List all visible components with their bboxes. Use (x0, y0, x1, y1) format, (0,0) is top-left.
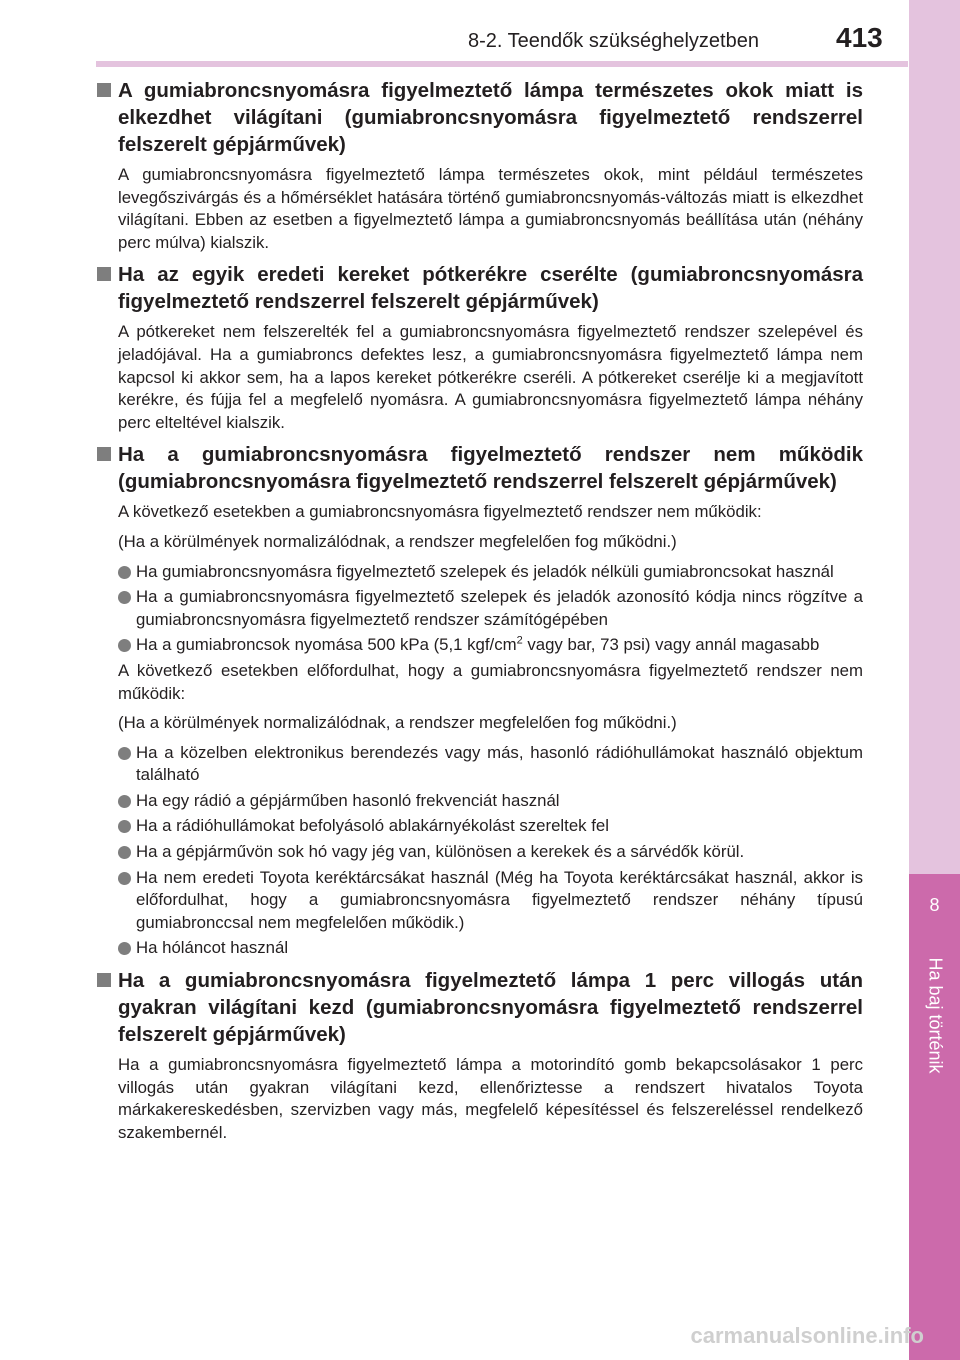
pressure-text-before: Ha a gumiabroncsok nyomása 500 kPa (5,1 kgf/cm (136, 635, 517, 655)
list-item (118, 790, 863, 813)
square-bullet-icon (97, 83, 111, 97)
list-item-text: Ha egy rádió a gépjárműben hasonló frekvenciát használ (136, 790, 560, 810)
section-paragraph: Ha a gumiabroncsnyomásra figyelmeztető lámpa a motorindító gomb bekapcsolásakor 1 perc villogás után gyakran világítani kezd, ellenőriztesse a rendszert hivatalos Toyota márkakereskedésben, szervizben vagy más, megfelelő képesítéssel és felszereléssel rendelkező szakembernél. (118, 1055, 863, 1142)
list-item-text: Ha a gépjárművön sok hó vagy jég van, különösen a kerekek és a sárvédők körül. (136, 842, 745, 862)
section-heading (96, 261, 863, 315)
list-item-text: Ha a gumiabroncsnyomásra figyelmeztető szelepek és jeladók azonosító kódja nincs rögzítve a gumiabroncsnyomásra figyelmeztető rendszer számítógépében (136, 587, 863, 629)
page-content (96, 77, 863, 1151)
round-bullet-icon (118, 795, 131, 808)
square-bullet-icon (97, 447, 111, 461)
round-bullet-icon (118, 846, 131, 859)
section-heading (96, 77, 863, 158)
list-item-text: Ha gumiabroncsnyomásra figyelmeztető szelepek és jeladók nélküli gumiabroncsokat használ (136, 561, 834, 581)
list-item-text: Ha hóláncot használ (136, 938, 289, 958)
round-bullet-icon (118, 820, 131, 833)
list-item (118, 586, 863, 631)
section-heading-text: Ha az egyik eredeti kereket pótkerékre cserélte (gumiabroncsnyomásra figyelmeztető rendszerrel felszerelt gépjárművek) (118, 263, 863, 314)
section-note: (Ha a körülmények normalizálódnak, a rendszer megfelelően fog működni.) (118, 713, 677, 733)
round-bullet-icon (118, 872, 131, 885)
page-number: 413 (836, 22, 883, 53)
list-item-text (136, 635, 819, 654)
list-item-text: Ha a közelben elektronikus berendezés vagy más, hasonló rádióhullámokat használó objektum található (136, 742, 863, 785)
section-intro: A következő esetekben előfordulhat, hogy a gumiabroncsnyomásra figyelmeztető rendszer nem működik: (118, 660, 863, 703)
section-paragraph: A gumiabroncsnyomásra figyelmeztető lámpa természetes okok, mint például természetes levegőszivárgás és a hőmérséklet hatására történő gumiabroncsnyomás-változás miatt is elkezdhet világítani. Ebben az esetben a figyelmeztető lámpa a gumiabroncsnyomás beállítása után (néhány perc múlva) kialszik. (118, 165, 863, 252)
chapter-number: 8 (929, 895, 940, 915)
list-item (118, 867, 863, 935)
list-item (118, 561, 863, 584)
list-item-text: Ha a rádióhullámokat befolyásoló ablakárnyékolást szereltek fel (136, 816, 609, 836)
section-paragraph: A pótkereket nem felszerelték fel a gumiabroncsnyomásra figyelmeztető rendszer szelepével és jeladójával. Ha a gumiabroncs defektes lesz, a gumiabroncsnyomásra figyelmeztető lámpa nem kapcsol ki akkor sem, ha a lapos kereket pótkerékre cseréli. A pótkereket cserélje ki a megjavított kerékre, és fújja fel a megfelelő nyomásra. A gumiabroncsnyomásra figyelmeztető lámpa néhány perc elteltével kialszik. (118, 322, 863, 432)
list-item (118, 841, 863, 864)
section-heading-text: A gumiabroncsnyomásra figyelmeztető lámpa természetes okok miatt is elkezdhet világítani (gumiabroncsnyomásra figyelmeztető rendszerrel felszerelt gépjárművek) (118, 79, 863, 156)
section-intro: A következő esetekben a gumiabroncsnyomásra figyelmeztető rendszer nem működik: (118, 502, 762, 522)
square-bullet-icon (97, 973, 111, 987)
section-note: (Ha a körülmények normalizálódnak, a rendszer megfelelően fog működni.) (118, 531, 677, 551)
section-header: 8-2. Teendők szükséghelyzetben (468, 30, 759, 52)
round-bullet-icon (118, 639, 131, 652)
chapter-tab (909, 874, 960, 1360)
round-bullet-icon (118, 942, 131, 955)
watermark: carmanualsonline.info (690, 1323, 924, 1348)
list-item (118, 937, 863, 960)
side-tab-background (909, 0, 960, 874)
round-bullet-icon (118, 591, 131, 604)
list-item (118, 815, 863, 838)
list-item (118, 634, 863, 657)
section-heading-text: Ha a gumiabroncsnyomásra figyelmeztető rendszer nem működik (gumiabroncsnyomásra figyelmeztető rendszerrel felszerelt gépjárművek) (118, 443, 863, 494)
pressure-text-after: vagy bar, 73 psi) vagy annál magasabb (522, 635, 820, 655)
header-rule (96, 61, 908, 67)
chapter-title: Ha baj történik (925, 957, 946, 1074)
section-heading (96, 441, 863, 495)
superscript: 2 (516, 634, 523, 647)
square-bullet-icon (97, 267, 111, 281)
round-bullet-icon (118, 747, 131, 760)
list-item (118, 742, 863, 787)
section-heading (96, 967, 863, 1048)
section-heading-text: Ha a gumiabroncsnyomásra figyelmeztető lámpa 1 perc villogás után gyakran világítani kezd (gumiabroncsnyomásra figyelmeztető rendszerrel felszerelt gépjárművek) (118, 969, 863, 1047)
list-item-text: Ha nem eredeti Toyota keréktárcsákat használ (Még ha Toyota keréktárcsákat használ, akkor is előfordulhat, hogy a gumiabroncsnyomásra figyelmeztető rendszer néhány típusú gumiabronccsal nem megfelelően működik.) (136, 867, 863, 932)
round-bullet-icon (118, 566, 131, 579)
